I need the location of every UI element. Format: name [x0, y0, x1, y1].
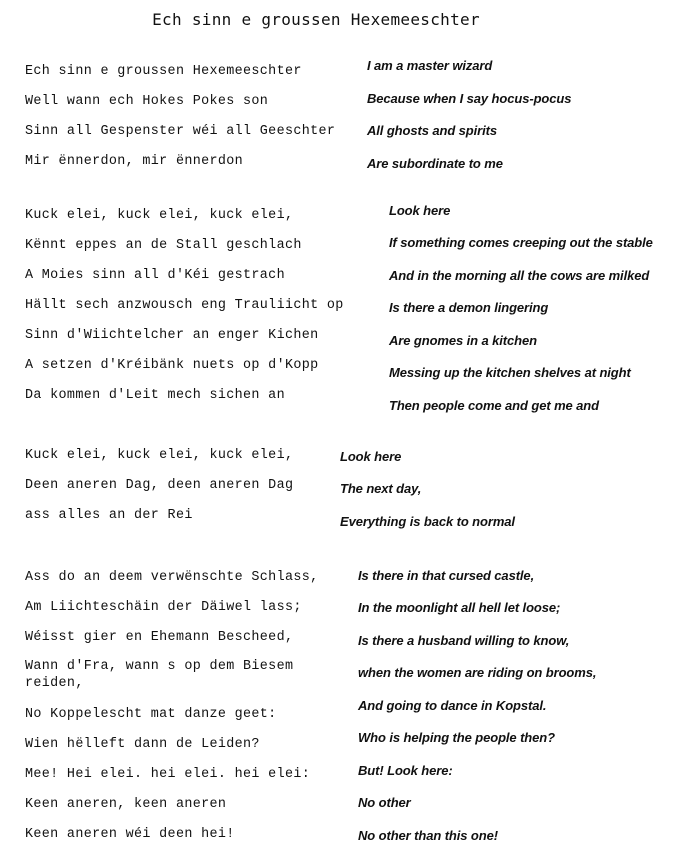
- translation-text: Is there in that cursed castle,: [358, 568, 535, 583]
- translation-text: Because when I say hocus-pocus: [367, 91, 572, 106]
- original-text: Mee! Hei elei. hei elei. hei elei:: [25, 767, 311, 782]
- original-text: Ass do an deem verwënschte Schlass,: [25, 570, 319, 585]
- translation-text: Look here: [389, 203, 451, 218]
- original-text: Da kommen d'Leit mech sichen an: [25, 388, 285, 403]
- original-text: Mir ënnerdon, mir ënnerdon: [25, 154, 244, 169]
- translation-text: Look here: [340, 449, 402, 464]
- translation-text: Is there a demon lingering: [389, 300, 549, 315]
- translation-text: No other: [358, 795, 411, 810]
- original-text: Sinn d'Wiichtelcher an enger Kichen: [25, 328, 319, 343]
- translation-text: In the moonlight all hell let loose;: [358, 600, 561, 615]
- original-text: Kuck elei, kuck elei, kuck elei,: [25, 448, 294, 463]
- original-text: Hällt sech anzwousch eng Trauliicht op: [25, 298, 344, 313]
- translation-text: when the women are riding on brooms,: [358, 665, 597, 680]
- translation-text: And going to dance in Kopstal.: [358, 698, 547, 713]
- original-text: Kënnt eppes an de Stall geschlach: [25, 238, 302, 253]
- translation-text: Then people come and get me and: [389, 398, 599, 413]
- translation-text: Are gnomes in a kitchen: [389, 333, 537, 348]
- original-text: Keen aneren wéi deen hei!: [25, 827, 235, 842]
- original-text: Wann d'Fra, wann s op dem Biesem reiden,: [25, 659, 294, 691]
- poem-title: Ech sinn e groussen Hexemeeschter: [152, 10, 480, 29]
- original-text: Kuck elei, kuck elei, kuck elei,: [25, 208, 294, 223]
- translation-text: No other than this one!: [358, 828, 498, 843]
- original-text: Sinn all Gespenster wéi all Geeschter: [25, 124, 336, 139]
- original-text: Deen aneren Dag, deen aneren Dag: [25, 478, 294, 493]
- translation-text: Messing up the kitchen shelves at night: [389, 365, 631, 380]
- original-text: Keen aneren, keen aneren: [25, 797, 227, 812]
- translation-text: And in the morning all the cows are milked: [389, 268, 650, 283]
- translation-text: But! Look here:: [358, 763, 453, 778]
- translation-text: If something comes creeping out the stable: [389, 235, 653, 250]
- translation-text: All ghosts and spirits: [367, 123, 497, 138]
- original-text: A setzen d'Kréibänk nuets op d'Kopp: [25, 358, 319, 373]
- translation-text: I am a master wizard: [367, 58, 493, 73]
- original-text: Am Liichteschäin der Däiwel lass;: [25, 600, 302, 615]
- original-text: A Moies sinn all d'Kéi gestrach: [25, 268, 285, 283]
- original-text: Wien hëlleft dann de Leiden?: [25, 737, 260, 752]
- original-text: ass alles an der Rei: [25, 508, 193, 523]
- translation-text: The next day,: [340, 481, 422, 496]
- translation-text: Is there a husband willing to know,: [358, 633, 570, 648]
- original-text: Well wann ech Hokes Pokes son: [25, 94, 269, 109]
- translation-text: Are subordinate to me: [367, 156, 503, 171]
- original-text: Ech sinn e groussen Hexemeeschter: [25, 64, 302, 79]
- translation-text: Who is helping the people then?: [358, 730, 555, 745]
- original-text: No Koppelescht mat danze geet:: [25, 707, 277, 722]
- original-text: Wéisst gier en Ehemann Bescheed,: [25, 630, 294, 645]
- translation-text: Everything is back to normal: [340, 514, 515, 529]
